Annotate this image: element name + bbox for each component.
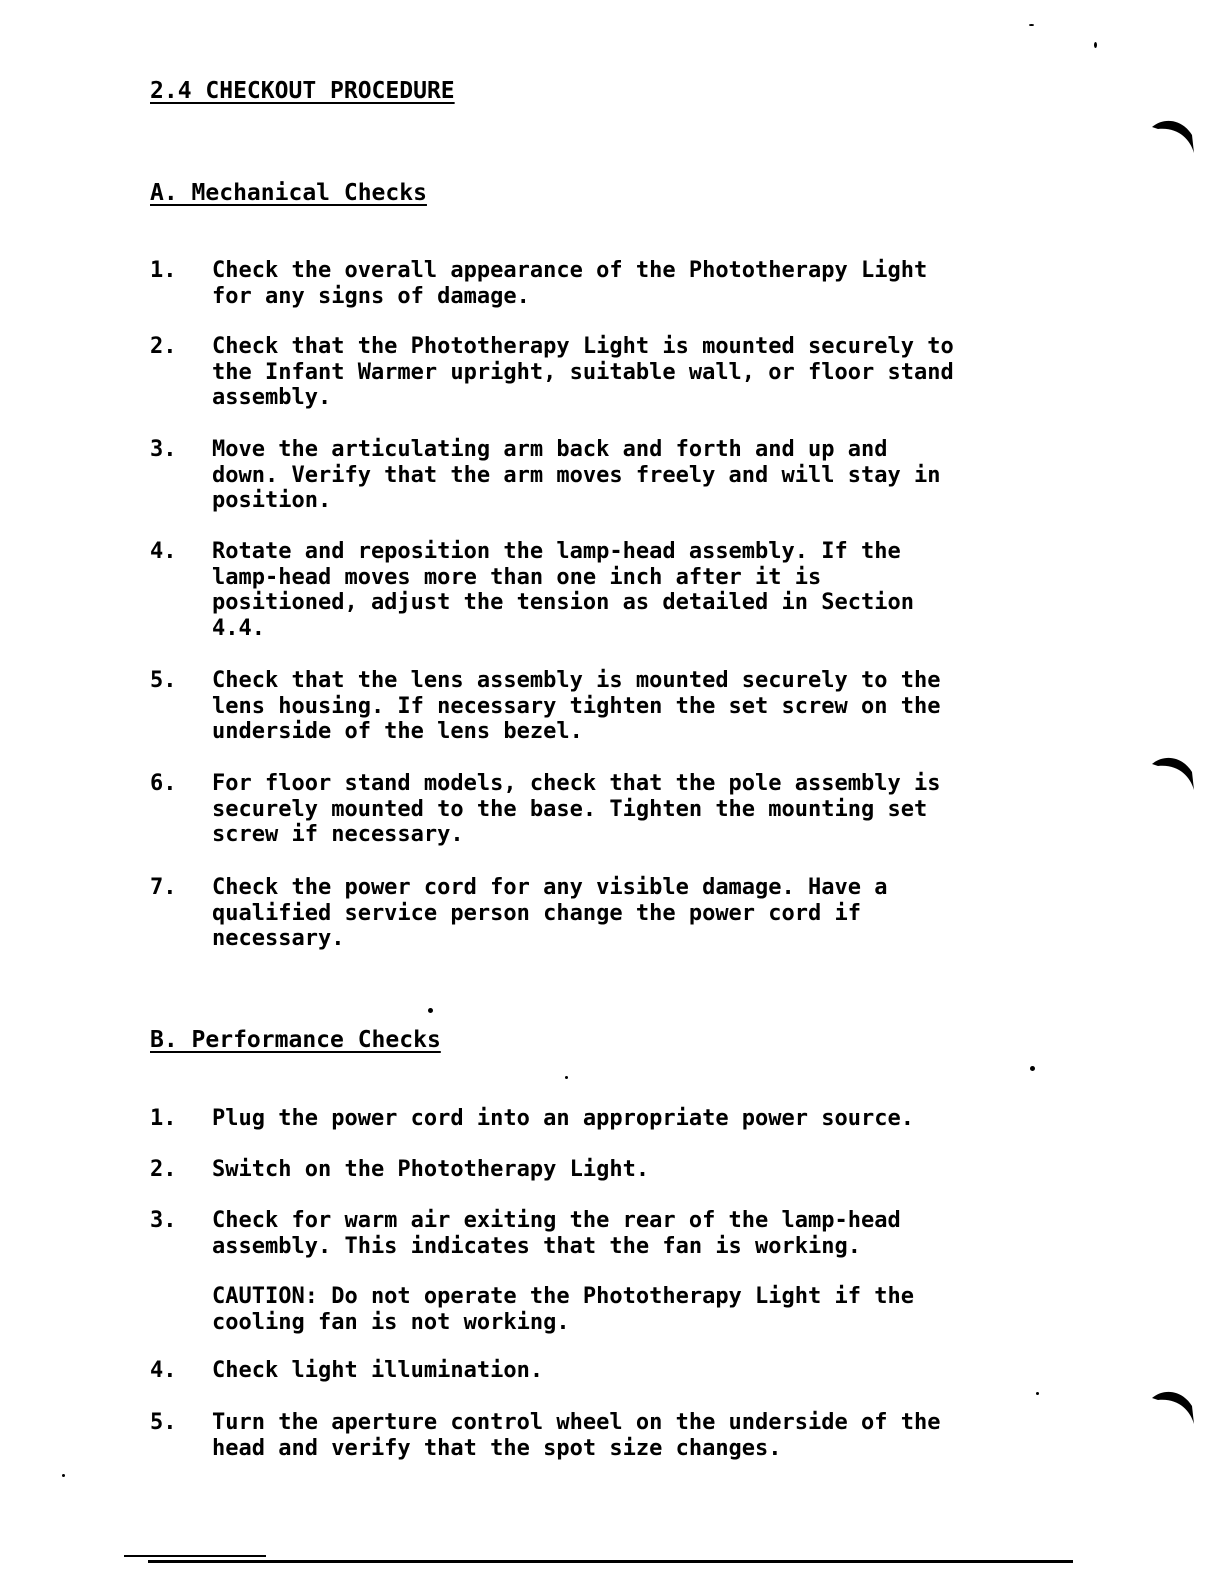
item-text: Check that the lens assembly is mounted securely to the lens housing. If necessary tighten the set screw on the underside of the lens bezel.	[212, 668, 941, 744]
footer-rule	[148, 1560, 1073, 1563]
binder-hole-mark-icon	[1150, 752, 1196, 792]
footer-rule-tab	[124, 1555, 266, 1557]
item-text: Check the overall appearance of the Phototherapy Light for any signs of damage.	[212, 258, 928, 309]
item-number: 3.	[150, 1208, 177, 1233]
item-number: 7.	[150, 875, 177, 900]
item-text: Move the articulating arm back and forth and up and down. Verify that the arm moves freely and will stay in position.	[212, 437, 941, 513]
item-number: 3.	[150, 437, 177, 462]
scan-speck	[1030, 1066, 1035, 1071]
item-text: Check for warm air exiting the rear of the lamp-head assembly. This indicates that the fan is working.	[212, 1208, 901, 1259]
mechanical-checks-heading: A. Mechanical Checks	[150, 180, 427, 206]
scan-speck	[428, 1008, 433, 1013]
item-number: 6.	[150, 771, 177, 796]
scan-speck	[1094, 42, 1097, 48]
item-number: 2.	[150, 334, 177, 359]
item-text: Check light illumination.	[212, 1358, 544, 1383]
section-title: 2.4 CHECKOUT PROCEDURE	[150, 78, 455, 104]
item-number: 1.	[150, 258, 177, 283]
item-text: Rotate and reposition the lamp-head assembly. If the lamp-head moves more than one inch after it is positioned, adjust the tension as detailed in Section 4.4.	[212, 539, 914, 641]
item-text: Plug the power cord into an appropriate power source.	[212, 1106, 914, 1131]
item-number: 2.	[150, 1157, 177, 1182]
performance-checks-heading: B. Performance Checks	[150, 1027, 441, 1053]
item-number: 4.	[150, 539, 177, 564]
binder-hole-mark-icon	[1150, 115, 1196, 155]
scan-speck	[1029, 24, 1034, 26]
binder-hole-mark-icon	[1150, 1386, 1196, 1426]
caution-note: CAUTION: Do not operate the Phototherapy Light if the cooling fan is not working.	[212, 1284, 914, 1335]
scan-speck	[62, 1474, 65, 1477]
item-text: Check that the Phototherapy Light is mounted securely to the Infant Warmer upright, suitable wall, or floor stand assembly.	[212, 334, 954, 410]
item-text: Check the power cord for any visible damage. Have a qualified service person change the power cord if necessary.	[212, 875, 888, 951]
item-number: 5.	[150, 1410, 177, 1435]
item-number: 1.	[150, 1106, 177, 1131]
item-text: For floor stand models, check that the pole assembly is securely mounted to the base. Tighten the mounting set screw if necessary.	[212, 771, 941, 847]
item-text: Switch on the Phototherapy Light.	[212, 1157, 650, 1182]
scan-speck	[565, 1076, 568, 1079]
item-number: 5.	[150, 668, 177, 693]
item-text: Turn the aperture control wheel on the underside of the head and verify that the spot size changes.	[212, 1410, 941, 1461]
item-number: 4.	[150, 1358, 177, 1383]
scan-speck	[1036, 1392, 1039, 1395]
